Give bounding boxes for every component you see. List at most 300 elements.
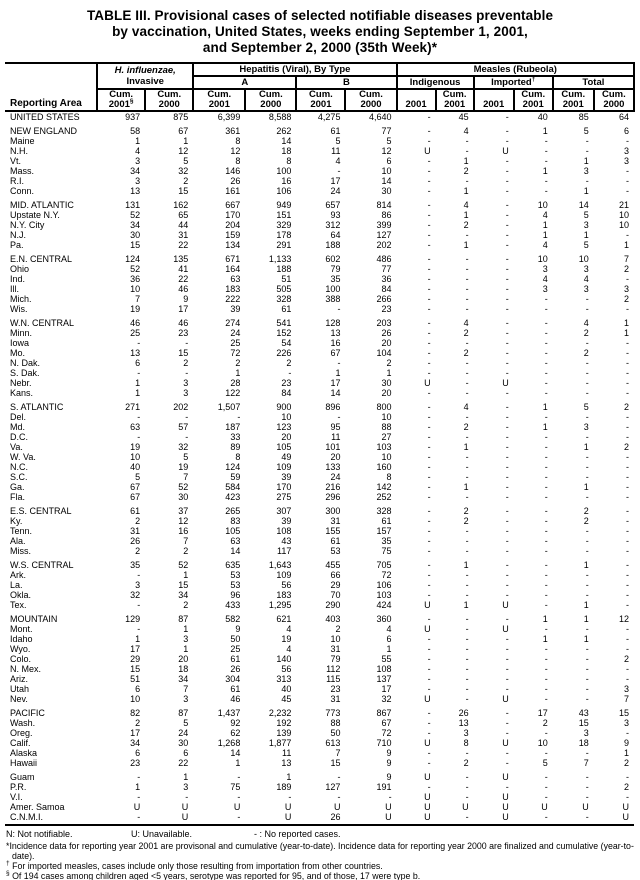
value-cell: U: [502, 802, 509, 812]
footnotes: [6, 841, 634, 880]
value-cell: 26: [458, 708, 469, 718]
value-cell: 101: [325, 442, 341, 452]
value-cell: 10: [381, 412, 392, 422]
value-cell: U: [385, 802, 392, 812]
value-cell: 705: [376, 560, 392, 570]
value-cell: 23: [330, 684, 341, 694]
value-cell: -: [505, 156, 509, 166]
table-row: [5, 136, 634, 146]
value-cell: -: [626, 348, 629, 358]
value-cell: 178: [276, 230, 292, 240]
value-cell: -: [544, 304, 548, 314]
reporting-area-cell: Kans.: [10, 388, 34, 398]
value-cell: 1: [463, 442, 469, 452]
column-header-year: 2001: [108, 99, 130, 110]
value-cell: 14: [330, 388, 341, 398]
value-cell: -: [505, 388, 509, 398]
value-cell: U: [582, 802, 589, 812]
value-cell: -: [514, 812, 553, 825]
value-cell: -: [505, 284, 509, 294]
value-cell: 4: [286, 624, 292, 634]
value-cell: -: [505, 112, 509, 122]
value-cell: 1: [542, 614, 548, 624]
value-cell: -: [505, 442, 509, 452]
value-cell: 24: [330, 186, 341, 196]
value-cell: 23: [281, 378, 292, 388]
value-cell: 1: [542, 166, 548, 176]
value-cell: 6: [623, 126, 629, 136]
value-cell: -: [505, 402, 509, 412]
value-cell: 3: [583, 166, 589, 176]
table-row: [5, 802, 634, 812]
value-cell: 5: [583, 240, 589, 250]
value-cell: -: [505, 240, 509, 250]
value-cell: -: [585, 536, 589, 546]
value-cell: 45: [281, 694, 292, 704]
column-header-line1: Cum.: [521, 89, 546, 100]
value-cell: 84: [381, 284, 392, 294]
value-cell: 667: [225, 200, 241, 210]
value-cell: -: [465, 284, 469, 294]
value-cell: 5: [542, 758, 548, 768]
value-cell: U: [133, 802, 141, 812]
reporting-area-cell: Guam: [10, 772, 35, 782]
reporting-area-cell: Wash.: [10, 718, 36, 728]
reporting-area-cell: Oreg.: [10, 728, 33, 738]
value-cell: 2: [183, 600, 189, 610]
value-cell: -: [626, 634, 629, 644]
table-row: [5, 768, 634, 782]
column-header-line2: [347, 100, 394, 110]
value-cell: -: [427, 422, 431, 432]
value-cell: 85: [578, 112, 589, 122]
reporting-area-cell: N.J.: [10, 230, 27, 240]
region-total-row: [5, 704, 634, 718]
value-cell: 62: [230, 728, 241, 738]
value-cell: -: [465, 412, 469, 422]
value-cell: 5: [183, 718, 189, 728]
value-cell: 360: [376, 614, 392, 624]
region-total-row: [5, 556, 634, 570]
value-cell: 131: [125, 200, 141, 210]
value-cell: -: [626, 624, 629, 634]
value-cell: 20: [381, 338, 392, 348]
value-cell: -: [626, 580, 629, 590]
value-cell: -: [544, 432, 548, 442]
reporting-area-cell: Pa.: [10, 240, 24, 250]
value-cell: -: [505, 664, 509, 674]
value-cell: 43: [281, 536, 292, 546]
value-cell: -: [505, 580, 509, 590]
value-cell: -: [544, 186, 548, 196]
reporting-area-cell: Mass.: [10, 166, 35, 176]
value-cell: 1: [583, 156, 589, 166]
column-header-line2: [555, 100, 592, 110]
reporting-area-cell: Conn.: [10, 186, 35, 196]
value-cell: 161: [225, 186, 241, 196]
table-row: [5, 186, 634, 196]
value-cell: 32: [178, 442, 189, 452]
value-cell: -: [544, 412, 548, 422]
value-cell: 22: [178, 274, 189, 284]
value-cell: 773: [325, 708, 341, 718]
value-cell: 19: [281, 634, 292, 644]
value-cell: 22: [178, 240, 189, 250]
value-cell: 5: [386, 136, 392, 146]
table-row: [5, 176, 634, 186]
value-cell: -: [626, 664, 629, 674]
value-cell: 31: [330, 694, 341, 704]
value-cell: U: [502, 694, 509, 704]
value-cell: 290: [325, 600, 341, 610]
value-cell: 328: [276, 294, 292, 304]
reporting-area-cell: N.Y. City: [10, 220, 45, 230]
table-row: [5, 570, 634, 580]
table-title: [0, 0, 640, 56]
value-cell: -: [544, 560, 548, 570]
value-cell: 28: [230, 378, 241, 388]
value-cell: 1: [286, 772, 292, 782]
value-cell: -: [585, 378, 589, 388]
value-cell: 61: [230, 684, 241, 694]
column-header: [594, 89, 634, 111]
column-header-line1: Cum.: [309, 89, 333, 100]
value-cell: 10: [381, 452, 392, 462]
value-cell: 106: [276, 186, 292, 196]
value-cell: -: [427, 664, 431, 674]
value-cell: -: [585, 624, 589, 634]
value-cell: 602: [325, 254, 341, 264]
value-cell: -: [427, 274, 431, 284]
table-row: [5, 758, 634, 768]
legend-row: [6, 829, 636, 840]
legend-not-notifiable: N: Not notifiable.: [6, 829, 73, 839]
value-cell: 423: [225, 492, 241, 502]
value-cell: 202: [173, 402, 189, 412]
value-cell: 6: [183, 748, 189, 758]
table-row: [5, 348, 634, 358]
value-cell: -: [585, 432, 589, 442]
value-cell: 4: [386, 624, 392, 634]
value-cell: U: [502, 738, 509, 748]
column-header-line2: [438, 100, 472, 110]
value-cell: 2: [463, 220, 469, 230]
value-cell: 4: [135, 146, 141, 156]
value-cell: 1: [542, 634, 548, 644]
reporting-area-cell: Iowa: [10, 338, 30, 348]
value-cell: 937: [125, 112, 141, 122]
value-cell: -: [427, 200, 431, 210]
column-header-line1: Cum.: [442, 89, 467, 100]
value-cell: 1: [583, 560, 589, 570]
value-cell: -: [427, 412, 431, 422]
value-cell: -: [505, 220, 509, 230]
footnote-mark: §: [6, 870, 10, 878]
value-cell: 96: [230, 590, 241, 600]
value-cell: -: [585, 546, 589, 556]
value-cell: -: [585, 412, 589, 422]
value-cell: U: [502, 378, 509, 388]
value-cell: 20: [330, 452, 341, 462]
value-cell: -: [544, 590, 548, 600]
value-cell: 3: [583, 728, 589, 738]
value-cell: -: [427, 284, 431, 294]
column-header: [474, 89, 514, 111]
value-cell: 5: [183, 156, 189, 166]
value-cell: 188: [276, 264, 292, 274]
column-header: [193, 89, 245, 111]
value-cell: 54: [281, 338, 292, 348]
value-cell: -: [185, 792, 189, 802]
value-cell: -: [427, 166, 431, 176]
value-cell: 949: [276, 200, 292, 210]
value-cell: -: [544, 348, 548, 358]
value-cell: -: [337, 772, 341, 782]
value-cell: 23: [381, 304, 392, 314]
value-cell: 4: [542, 274, 548, 284]
value-cell: 30: [178, 738, 189, 748]
value-cell: -: [505, 482, 509, 492]
value-cell: -: [137, 792, 141, 802]
value-cell: -: [585, 772, 589, 782]
value-cell: 900: [276, 402, 292, 412]
reporting-area-cell: Mo.: [10, 348, 26, 358]
value-cell: 1: [135, 378, 141, 388]
table-row: [5, 368, 634, 378]
value-cell: 2: [623, 264, 629, 274]
table-row: [5, 166, 634, 176]
value-cell: 274: [225, 318, 241, 328]
value-cell: -: [544, 536, 548, 546]
table-row: [5, 516, 634, 526]
value-cell: 128: [325, 318, 341, 328]
reporting-area-cell: Idaho: [10, 634, 33, 644]
value-cell: 67: [130, 492, 141, 502]
value-cell: 157: [376, 526, 392, 536]
value-cell: 46: [178, 284, 189, 294]
value-cell: -: [505, 570, 509, 580]
column-header: [97, 89, 145, 111]
value-cell: 3: [183, 378, 189, 388]
value-cell: 5: [335, 136, 341, 146]
value-cell: -: [505, 654, 509, 664]
value-cell: 77: [381, 126, 392, 136]
value-cell: -: [427, 462, 431, 472]
value-cell: -: [465, 472, 469, 482]
value-cell: -: [465, 792, 469, 802]
value-cell: -: [288, 792, 292, 802]
value-cell: 7: [135, 294, 141, 304]
value-cell: 3: [183, 694, 189, 704]
value-cell: -: [505, 590, 509, 600]
value-cell: 37: [178, 506, 189, 516]
column-header-line2: [195, 100, 243, 110]
footnote-mark: †: [6, 860, 10, 868]
value-cell: -: [427, 590, 431, 600]
value-cell: 1: [386, 644, 392, 654]
value-cell: 2: [463, 348, 469, 358]
value-cell: 64: [330, 230, 341, 240]
value-cell: -: [465, 664, 469, 674]
value-cell: -: [427, 136, 431, 146]
reporting-area-cell: MID. ATLANTIC: [10, 200, 74, 210]
value-cell: 621: [276, 614, 292, 624]
value-cell: 265: [225, 506, 241, 516]
value-cell: 2: [583, 348, 589, 358]
value-cell: U: [424, 802, 431, 812]
value-cell: -: [585, 654, 589, 664]
value-cell: 19: [130, 304, 141, 314]
value-cell: 25: [230, 338, 241, 348]
value-cell: U: [474, 812, 514, 825]
value-cell: -: [544, 664, 548, 674]
value-cell: 1: [235, 758, 241, 768]
value-cell: 79: [330, 264, 341, 274]
column-header-year: 2001: [405, 99, 427, 110]
value-cell: -: [505, 166, 509, 176]
reporting-area-cell: Ark.: [10, 570, 27, 580]
value-cell: U: [424, 792, 431, 802]
value-cell: 3: [623, 156, 629, 166]
value-cell: -: [505, 274, 509, 284]
value-cell: 1: [183, 772, 189, 782]
value-cell: -: [465, 674, 469, 684]
value-cell: -: [505, 210, 509, 220]
value-cell: 1: [386, 368, 392, 378]
value-cell: 14: [578, 200, 589, 210]
reporting-area-header: Reporting Area: [5, 63, 97, 111]
value-cell: -: [137, 624, 141, 634]
table-row: [5, 654, 634, 664]
reporting-area-cell: Mich.: [10, 294, 32, 304]
reporting-area-cell: Nev.: [10, 694, 28, 704]
value-cell: -: [427, 492, 431, 502]
value-cell: 25: [130, 328, 141, 338]
value-cell: -: [288, 368, 292, 378]
value-cell: -: [337, 166, 341, 176]
value-cell: 203: [376, 318, 392, 328]
value-cell: -: [505, 294, 509, 304]
table-row: [5, 422, 634, 432]
reporting-area-cell: Tex.: [10, 600, 27, 610]
value-cell: 12: [230, 146, 241, 156]
value-cell: 9: [183, 294, 189, 304]
value-cell: 117: [277, 546, 292, 556]
table-row: [5, 230, 634, 240]
value-cell: 112: [326, 664, 341, 674]
value-cell: -: [585, 358, 589, 368]
value-cell: 52: [178, 560, 189, 570]
value-cell: 2: [542, 718, 548, 728]
value-cell: 6: [135, 684, 141, 694]
region-total-row: [5, 196, 634, 210]
value-cell: 204: [225, 220, 241, 230]
value-cell: -: [626, 136, 629, 146]
value-cell: -: [505, 432, 509, 442]
value-cell: 635: [225, 560, 241, 570]
value-cell: 87: [178, 708, 189, 718]
value-cell: -: [544, 644, 548, 654]
value-cell: -: [585, 782, 589, 792]
value-cell: 40: [281, 684, 292, 694]
value-cell: -: [237, 772, 241, 782]
value-cell: 10: [381, 166, 392, 176]
value-cell: -: [465, 526, 469, 536]
value-cell: 1: [583, 230, 589, 240]
value-cell: -: [97, 812, 145, 825]
reporting-area-cell: Okla.: [10, 590, 32, 600]
table-row: [5, 644, 634, 654]
value-cell: -: [465, 694, 469, 704]
value-cell: 222: [225, 294, 241, 304]
value-cell: -: [544, 728, 548, 738]
value-cell: 31: [130, 526, 141, 536]
value-cell: 151: [276, 210, 292, 220]
value-cell: -: [544, 654, 548, 664]
value-cell: 30: [381, 186, 392, 196]
value-cell: -: [544, 748, 548, 758]
region-total-row: [5, 314, 634, 328]
value-cell: U: [424, 738, 431, 748]
footnote-line: [6, 871, 634, 880]
reporting-area-cell: E.N. CENTRAL: [10, 254, 73, 264]
value-cell: -: [505, 230, 509, 240]
table-row: [5, 378, 634, 388]
column-header-line1: Cum.: [258, 89, 283, 100]
column-header: [553, 89, 594, 111]
value-cell: -: [544, 136, 548, 146]
value-cell: 10: [130, 452, 141, 462]
value-cell: -: [626, 304, 629, 314]
value-cell: 56: [281, 664, 292, 674]
value-cell: U: [502, 772, 509, 782]
value-cell: 13: [130, 348, 141, 358]
value-cell: 2: [183, 358, 189, 368]
value-cell: 87: [178, 614, 189, 624]
value-cell: 52: [130, 210, 141, 220]
value-cell: 63: [130, 422, 141, 432]
table-row: [5, 634, 634, 644]
value-cell: 67: [130, 482, 141, 492]
value-cell: -: [427, 654, 431, 664]
column-footnote-mark: §: [129, 97, 134, 105]
reporting-area-cell: Ga.: [10, 482, 25, 492]
reporting-area-cell: Nebr.: [10, 378, 32, 388]
value-cell: 291: [276, 240, 292, 250]
value-cell: 361: [225, 126, 241, 136]
title-line-1: TABLE III. Provisional cases of selected notifiable diseases preventable: [86, 8, 554, 23]
value-cell: 100: [276, 166, 292, 176]
value-cell: 13: [330, 328, 341, 338]
value-cell: 137: [376, 674, 392, 684]
value-cell: 26: [381, 328, 392, 338]
reporting-area-cell: R.I.: [10, 176, 25, 186]
value-cell: -: [505, 304, 509, 314]
value-cell: 46: [230, 694, 241, 704]
reporting-area-cell: S. Dak.: [10, 368, 40, 378]
value-cell: 164: [225, 264, 241, 274]
value-cell: 45: [458, 112, 469, 122]
value-cell: 61: [330, 536, 341, 546]
value-cell: 13: [130, 186, 141, 196]
table-row: [5, 492, 634, 502]
value-cell: 300: [325, 506, 341, 516]
value-cell: 57: [178, 422, 189, 432]
column-header-line2: [516, 100, 551, 110]
value-cell: 14: [230, 748, 241, 758]
value-cell: 1,133: [268, 254, 292, 264]
value-cell: 7: [623, 254, 629, 264]
